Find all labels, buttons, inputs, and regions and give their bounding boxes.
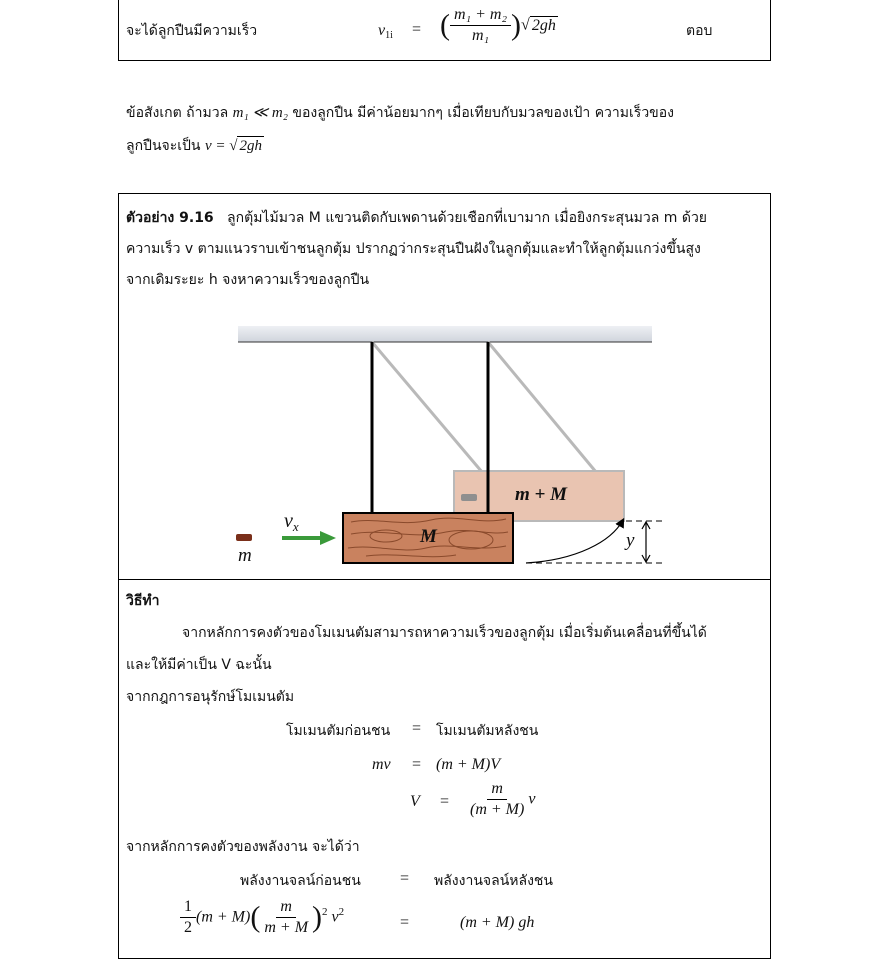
result-variable: $v_{1i}$	[378, 22, 393, 41]
ceiling	[238, 326, 652, 342]
eq4-left: พลังงานจลน์ก่อนชน	[240, 873, 361, 889]
result-formula: ( $\frac{\text{m₁ + m₂}}{\text{m₁}}$ )√ 2gh	[440, 6, 556, 44]
example-line-1: ตัวอย่าง 9.16 ลูกตุ้มไม้มวล M แขวนติดกับเพดานด้วยเชือกที่เบามาก เมื่อยิงกระสุนมวล m ด้วย	[126, 210, 708, 226]
solution-heading: วิธีทำ	[126, 593, 160, 609]
eq5-left: $\frac{1}{2}$ (m + M)( $\frac{m}{m + M}$ )$^2$ $v^2$	[180, 898, 344, 937]
ghost-string-left	[372, 342, 482, 472]
embedded-bullet	[461, 494, 477, 501]
height-label: y	[626, 530, 635, 551]
example-line-2: ความเร็ว v ตามแนวราบเข้าชนลูกตุ้ม ปรากฏว่ากระสุนปืนฝังในลูกตุ้มและทำให้ลูกตุ้มแกว่งขึ้นสูง	[126, 241, 701, 257]
eq4-equals: =	[400, 870, 410, 887]
example-title: ตัวอย่าง 9.16	[126, 210, 214, 226]
eq3-equals: =	[440, 793, 450, 810]
swing-arc	[526, 520, 623, 563]
eq4-right: พลังงานจลน์หลังชน	[434, 873, 553, 889]
eq1-left: โมเมนตัมก่อนชน	[286, 723, 391, 739]
bullet-mass-label: m	[238, 545, 252, 566]
eq2-left: mv	[372, 756, 391, 773]
eq2-equals: =	[412, 756, 422, 773]
result-lead-text: จะได้ลูกปืนมีความเร็ว	[126, 23, 258, 39]
eq3-left: V	[410, 793, 420, 810]
solution-para-2: จากกฎการอนุรักษ์โมเมนตัม	[126, 689, 295, 705]
combined-mass-label: m + M	[515, 484, 567, 505]
eq1-right: โมเมนตัมหลังชน	[436, 723, 539, 739]
example-line-3: จากเดิมระยะ h จงหาความเร็วของลูกปืน	[126, 272, 370, 288]
eq5-equals: =	[400, 914, 410, 931]
eq5-right: (m + M) gh	[460, 914, 535, 931]
block-mass-label: M	[420, 526, 437, 547]
solution-para-1-line-2: และให้มีค่าเป็น V ฉะนั้น	[126, 657, 272, 673]
result-equals: =	[412, 21, 422, 38]
answer-label: ตอบ	[686, 23, 713, 39]
bullet	[236, 534, 252, 541]
solution-para-3: จากหลักการคงตัวของพลังงาน จะได้ว่า	[126, 839, 360, 855]
ghost-string-right	[488, 342, 596, 472]
eq3-fraction: $\frac{m}{(m + M)}$ v	[470, 780, 536, 818]
eq1-equals: =	[412, 720, 422, 737]
eq2-right: (m + M)V	[436, 756, 501, 773]
solution-para-1-line-1: จากหลักการคงตัวของโมเมนตัมสามารถหาความเร็วของลูกตุ้ม เมื่อเริ่มต้นเคลื่อนที่ขึ้นได้	[182, 625, 707, 641]
note-line-1: ข้อสังเกต ถ้ามวล m₁ ≪ m₂ ของลูกปืน มีค่าน้อยมากๆ เมื่อเทียบกับมวลของเป้า ความเร็วของ	[126, 105, 674, 121]
velocity-label: $v_x$	[284, 510, 299, 534]
note-line-2: ลูกปืนจะเป็น v = √ 2gh	[126, 138, 262, 154]
